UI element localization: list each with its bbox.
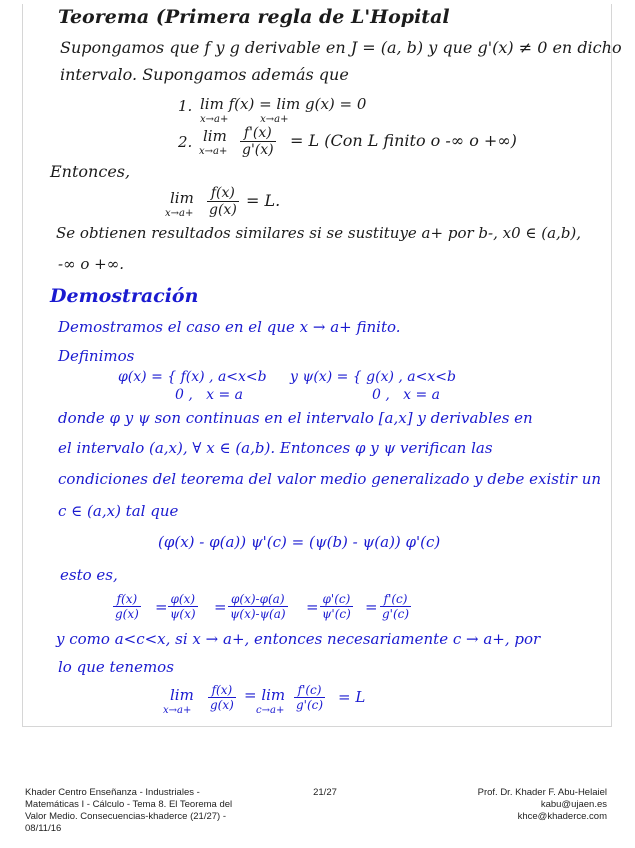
final-lim-2: = lim <box>244 686 286 704</box>
final-lim-1: lim <box>170 686 194 704</box>
condition-1-number: 1. <box>178 97 193 115</box>
chain-fraction-1 <box>113 592 141 621</box>
fraction-denominator: ψ'(c) <box>322 607 351 621</box>
final-subscript-2: c→a+ <box>256 705 285 716</box>
footer-course-line: Matemáticas I - Cálculo - Tema 8. El Teorema del <box>25 799 233 810</box>
footer-course-info <box>25 787 265 835</box>
hypothesis-line-1: Supongamos que f y g derivable en J = (a, b) y que g'(x) ≠ 0 en dicho <box>60 38 622 57</box>
hypothesis-line-2: intervalo. Supongamos además que <box>60 65 349 84</box>
mean-value-equation: (φ(x) - φ(a)) ψ'(c) = (ψ(b) - ψ(a)) φ'(c) <box>158 533 441 551</box>
chain-fraction-2 <box>168 592 198 621</box>
condition-2-number: 2. <box>178 133 193 151</box>
continuity-line-3: condiciones del teorema del valor medio generalizado y debe existir un <box>58 470 602 488</box>
footer-email: khce@khaderce.com <box>517 811 607 822</box>
continuity-line-1: donde φ y ψ son continuas en el intervalo [a,x] y derivables en <box>58 409 533 427</box>
chain-fraction-5 <box>380 592 411 621</box>
result-subscript: x→a+ <box>165 208 194 219</box>
result-fraction <box>207 185 239 218</box>
fraction-denominator: g(x) <box>115 607 139 621</box>
condition-2-fraction <box>240 125 276 158</box>
condition-2-rhs: = L (Con L finito o -∞ o +∞) <box>290 131 517 150</box>
fraction-denominator: g'(c) <box>296 698 324 712</box>
psi-definition: y ψ(x) = { g(x) , a<x<b <box>290 369 456 385</box>
continuity-line-2: el intervalo (a,x), ∀ x ∈ (a,b). Entonces φ y ψ verifican las <box>58 439 493 457</box>
equals-sign: = <box>155 598 168 616</box>
similar-results-line-1: Se obtienen resultados similares si se sustituye a+ por b-, x0 ∈ (a,b), <box>56 224 582 242</box>
chain-fraction-4 <box>320 592 353 621</box>
fraction-denominator: ψ(x)-ψ(a) <box>230 607 286 621</box>
chain-fraction-3 <box>228 592 288 621</box>
phi-definition-case-2: 0 , x = a <box>175 387 244 403</box>
footer-course-line: Khader Centro Enseñanza - Industriales - <box>25 787 200 798</box>
condition-1-subscripts: x→a+ x→a+ <box>200 114 289 125</box>
como-line-2: lo que tenemos <box>58 658 174 676</box>
continuity-line-4: c ∈ (a,x) tal que <box>58 502 179 520</box>
footer-course-line: Valor Medio. Consecuencias-khaderce (21/27) - <box>25 811 227 822</box>
theorem-title: Teorema (Primera regla de L'Hopital <box>58 6 450 28</box>
psi-definition-case-2: 0 , x = a <box>372 387 441 403</box>
condition-2-subscript: x→a+ <box>199 146 228 157</box>
footer-page-number: 21/27 <box>313 787 337 798</box>
fraction-numerator: f'(x) <box>240 125 276 142</box>
fraction-numerator: φ(x) <box>168 592 198 607</box>
condition-2-lim: lim <box>203 127 227 145</box>
fraction-denominator: g(x) <box>210 698 234 712</box>
equals-sign: = <box>214 598 227 616</box>
fraction-numerator: f(x) <box>113 592 141 607</box>
esto-es-label: esto es, <box>60 566 118 584</box>
fraction-denominator: g(x) <box>209 202 237 218</box>
equals-sign: = <box>306 598 319 616</box>
final-rhs: = L <box>338 688 366 706</box>
fraction-numerator: φ'(c) <box>320 592 353 607</box>
como-line-1: y como a<c<x, si x → a+, entonces necesariamente c → a+, por <box>56 630 541 648</box>
footer-email: kabu@ujaen.es <box>540 799 607 810</box>
entonces-label: Entonces, <box>50 162 131 181</box>
equals-sign: = <box>365 598 378 616</box>
fraction-numerator: f'(c) <box>380 592 411 607</box>
fraction-denominator: ψ(x) <box>170 607 196 621</box>
final-fraction-1 <box>208 683 236 712</box>
fraction-numerator: f'(c) <box>294 683 325 698</box>
final-subscript-1: x→a+ <box>163 705 192 716</box>
result-rhs: = L. <box>246 191 281 210</box>
similar-results-line-2: -∞ o +∞. <box>58 255 124 273</box>
footer-author-name: Prof. Dr. Khader F. Abu-Helaiel <box>477 787 607 798</box>
fraction-denominator: g'(x) <box>242 142 274 158</box>
final-fraction-2 <box>294 683 325 712</box>
fraction-numerator: φ(x)-φ(a) <box>228 592 288 607</box>
phi-definition: φ(x) = { f(x) , a<x<b <box>118 369 267 385</box>
footer-date: 08/11/16 <box>25 823 62 834</box>
fraction-numerator: f(x) <box>207 185 239 202</box>
fraction-denominator: g'(c) <box>382 607 410 621</box>
demonstration-heading: Demostración <box>50 285 199 307</box>
demonstration-line-1: Demostramos el caso en el que x → a+ finito. <box>58 318 401 336</box>
definimos-label: Definimos <box>58 347 135 365</box>
result-lim: lim <box>170 189 194 207</box>
footer-author-info <box>397 787 607 823</box>
condition-1-limits: lim f(x) = lim g(x) = 0 <box>200 95 367 113</box>
fraction-numerator: f(x) <box>208 683 236 698</box>
